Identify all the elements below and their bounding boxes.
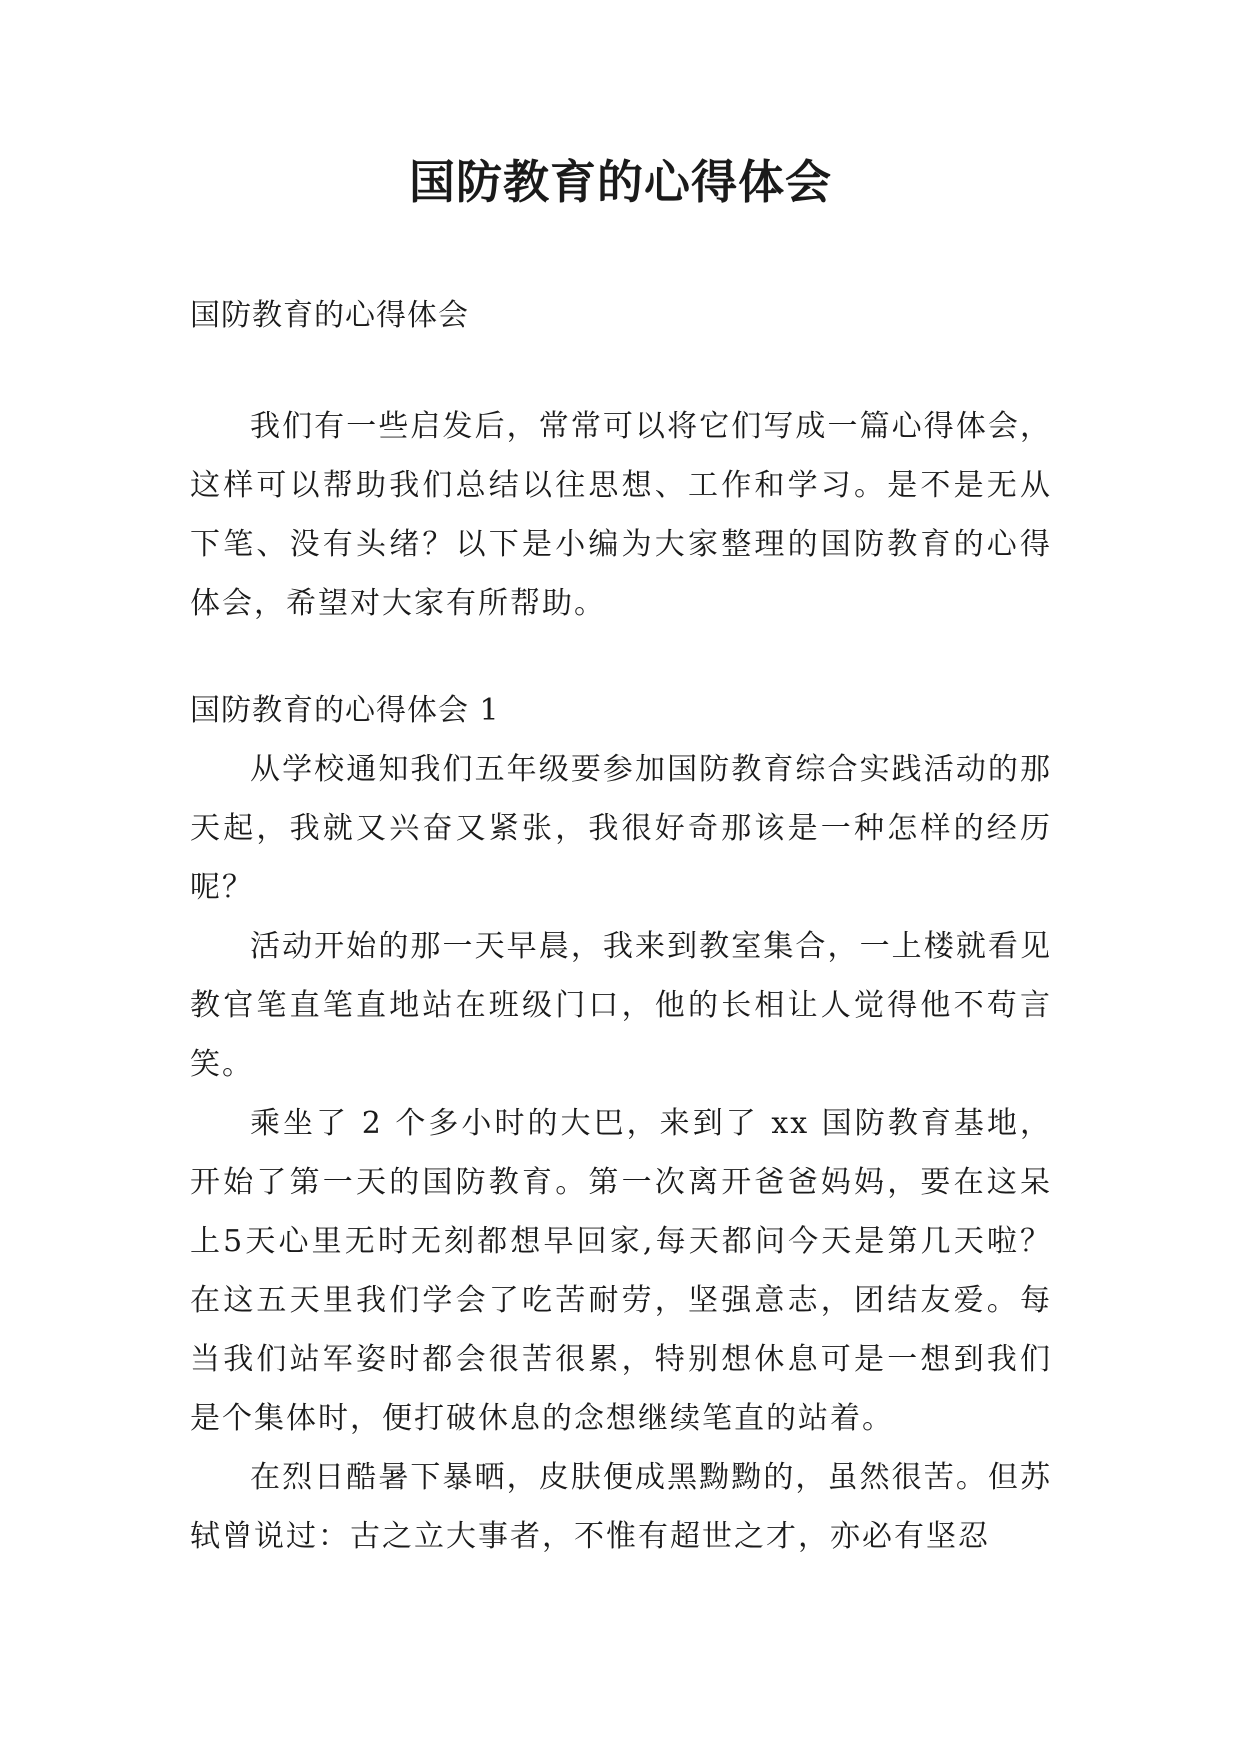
document-subtitle: 国防教育的心得体会 <box>190 298 469 333</box>
section-heading: 国防教育的心得体会 1 <box>190 693 500 728</box>
document-title: 国防教育的心得体会 <box>409 155 832 209</box>
intro-paragraph: 我们有一些启发后，常常可以将它们写成一篇心得体会，这样可以帮助我们总结以往思想、工作和学习。是不是无从下笔、没有头绪？以下是小编为大家整理的国防教育的心得体会，希望对大家有所帮助。 <box>190 409 1052 621</box>
body-paragraph: 活动开始的那一天早晨，我来到教室集合，一上楼就看见教官笔直笔直地站在班级门口，他的长相让人觉得他不苟言笑。 <box>190 929 1052 1082</box>
body-paragraph: 乘坐了 2 个多小时的大巴，来到了 xx 国防教育基地，开始了第一天的国防教育。第一次离开爸爸妈妈，要在这呆上5天心里无时无刻都想早回家,每天都问今天是第几天啦？在这五天里我们学会了吃苦耐劳，坚强意志，团结友爱。每当我们站军姿时都会很苦很累，特别想休息可是一想到我们是个集体时，便打破休息的念想继续笔直的站着。 <box>190 1106 1052 1436</box>
body-paragraph: 在烈日酷暑下暴晒，皮肤便成黑黝黝的，虽然很苦。但苏轼曾说过：古之立大事者，不惟有超世之才，亦必有坚忍 <box>190 1460 1052 1554</box>
document-body <box>190 286 1052 1566</box>
body-paragraph: 从学校通知我们五年级要参加国防教育综合实践活动的那天起，我就又兴奋又紧张，我很好奇那该是一种怎样的经历呢？ <box>190 752 1052 905</box>
